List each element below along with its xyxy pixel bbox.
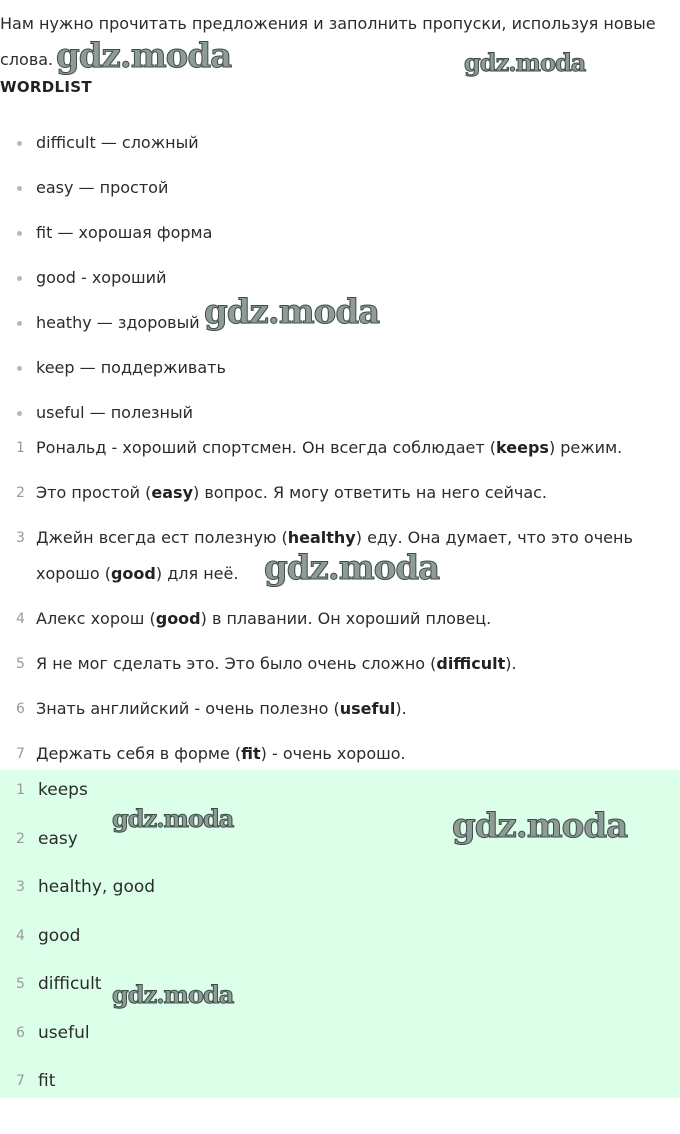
answer-number: 6 <box>16 1024 25 1041</box>
wordlist-entry: keep — поддерживать <box>36 358 226 377</box>
task-text: ) в плавании. Он хороший пловец. <box>200 609 492 628</box>
task-text: ) - очень хорошо. <box>260 744 406 763</box>
list-item <box>0 167 226 212</box>
task-text: Джейн всегда ест полезную ( <box>36 528 288 547</box>
list-item <box>0 122 226 167</box>
task-text: ) вопрос. Я могу ответить на него сейчас. <box>193 483 548 502</box>
answer-number: 4 <box>16 927 25 944</box>
task-text: Алекс хорош ( <box>36 609 156 628</box>
task-text: ) еду. Она думает, что это очень <box>355 528 633 547</box>
bullet-icon <box>17 411 22 416</box>
watermark-logo: gdz.moda <box>464 48 586 77</box>
watermark-logo: gdz.moda <box>112 804 234 833</box>
answer-number: 5 <box>16 976 25 992</box>
task-text: ). <box>505 654 517 673</box>
task-number: 2 <box>16 485 25 501</box>
task-answer: fit <box>241 744 261 763</box>
bullet-icon <box>17 321 22 326</box>
answer-text: easy <box>38 828 78 849</box>
task-text: ) для неё. <box>155 564 239 583</box>
task-answer: difficult <box>436 654 506 673</box>
task-answer: useful <box>339 699 396 718</box>
bullet-icon <box>17 141 22 146</box>
task-text: Рональд - хороший спортсмен. Он всегда соблюдает ( <box>36 438 497 457</box>
wordlist-entry: difficult — сложный <box>36 133 199 152</box>
task-item <box>0 597 680 642</box>
task-text: Я не мог сделать это. Это было очень сложно ( <box>36 654 437 673</box>
task-answer: keeps <box>496 438 549 457</box>
task-number: 7 <box>16 746 25 762</box>
watermark-logo: gdz.moda <box>56 36 232 76</box>
answer-number: 3 <box>16 879 25 895</box>
bullet-icon <box>17 366 22 371</box>
list-item <box>0 347 226 392</box>
answer-text: difficult <box>38 974 102 994</box>
task-list <box>0 426 680 777</box>
task-item <box>0 426 680 471</box>
wordlist-entry: useful — полезный <box>36 403 194 422</box>
answer-number: 7 <box>16 1073 25 1089</box>
bullet-icon <box>17 231 22 236</box>
task-text: ). <box>395 699 407 718</box>
watermark-logo: gdz.moda <box>264 548 440 588</box>
bullet-icon <box>17 186 22 191</box>
answer-item <box>0 1061 680 1110</box>
answer-text: fit <box>38 1071 56 1091</box>
answer-item <box>0 916 680 965</box>
task-number: 1 <box>16 440 25 456</box>
wordlist-entry: good - хороший <box>36 268 167 287</box>
task-answer: good <box>155 609 201 628</box>
answer-item <box>0 867 680 916</box>
wordlist-entry: easy — простой <box>36 178 169 197</box>
task-text: ) режим. <box>548 438 623 457</box>
task-number: 3 <box>16 530 25 546</box>
list-item <box>0 257 226 302</box>
wordlist-entry: heathy — здоровый <box>36 313 200 332</box>
task-text: Держать себя в форме ( <box>36 744 242 763</box>
intro-line-1: Нам нужно прочитать предложения и заполнить пропуски, используя новые <box>0 14 656 33</box>
answer-text: keeps <box>38 780 88 800</box>
answer-text: good <box>38 925 81 946</box>
intro-line-2: слова. <box>0 50 54 69</box>
wordlist-entry: fit — хорошая форма <box>36 223 213 242</box>
answer-item <box>0 964 680 1013</box>
task-answer: easy <box>151 483 194 502</box>
list-item <box>0 302 226 347</box>
task-number: 4 <box>16 611 25 627</box>
task-number: 5 <box>16 656 25 672</box>
task-item <box>0 687 680 732</box>
watermark-logo: gdz.moda <box>204 292 380 332</box>
task-answer: healthy <box>287 528 356 547</box>
answer-item <box>0 1013 680 1062</box>
task-text: Знать английский - очень полезно ( <box>36 699 340 718</box>
task-item <box>0 642 680 687</box>
task-number: 6 <box>16 701 25 717</box>
answer-text: useful <box>38 1022 90 1043</box>
task-item <box>0 471 680 516</box>
task-answer: good <box>110 564 156 583</box>
wordlist <box>0 122 226 437</box>
answer-number: 1 <box>16 782 25 798</box>
answer-text: healthy, good <box>38 877 156 897</box>
watermark-logo: gdz.moda <box>452 806 628 846</box>
answer-number: 2 <box>16 830 25 847</box>
bullet-icon <box>17 276 22 281</box>
wordlist-heading: WORDLIST <box>0 78 92 96</box>
task-text: Это простой ( <box>36 483 152 502</box>
task-text: хорошо ( <box>36 564 111 583</box>
watermark-logo: gdz.moda <box>112 980 234 1009</box>
list-item <box>0 212 226 257</box>
